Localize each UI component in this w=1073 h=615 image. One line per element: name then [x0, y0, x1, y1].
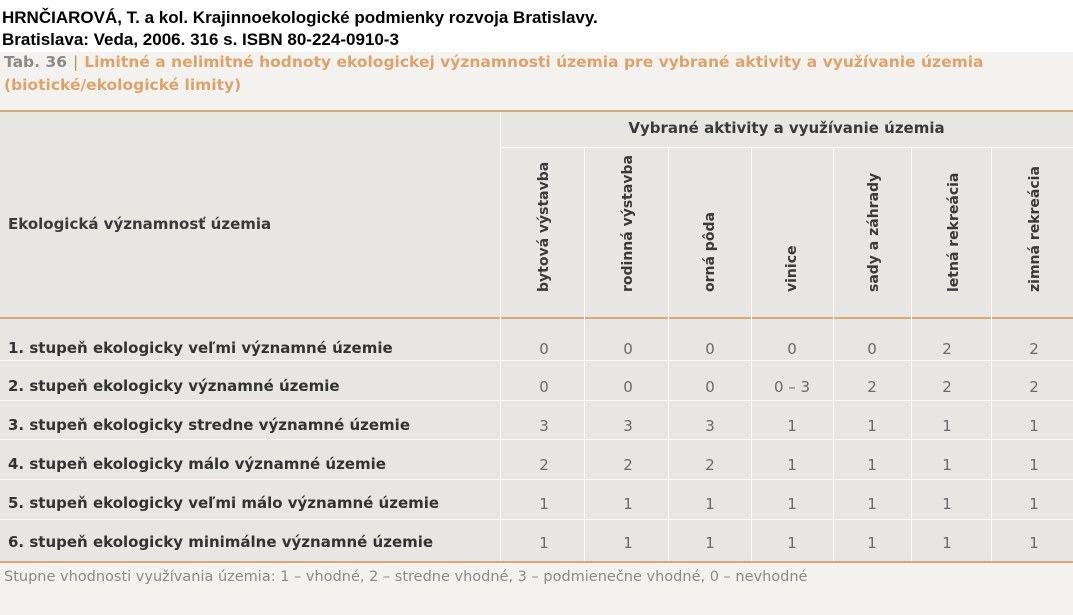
column-header — [502, 152, 586, 312]
table-cell: 2 — [1029, 340, 1039, 358]
table-cell: 2 — [623, 456, 633, 474]
header-divider — [500, 147, 1073, 148]
table-cell: 1 — [942, 456, 952, 474]
row-label: 4. stupeň ekologicky málo významné územie — [8, 455, 386, 473]
row-label: 2. stupeň ekologicky významné územie — [8, 377, 340, 395]
header-bottom-rule — [0, 317, 1073, 319]
column-header-label: vinice — [784, 245, 800, 292]
row-header: Ekologická významnosť územia — [8, 215, 272, 233]
column-header — [993, 152, 1073, 312]
table-top-rule — [0, 110, 1073, 112]
table-cell: 1 — [867, 456, 877, 474]
table-cell: 1 — [942, 495, 952, 513]
table-cell: 1 — [867, 534, 877, 552]
table-cell: 1 — [1029, 417, 1039, 435]
table-cell: 2 — [705, 456, 715, 474]
row-divider — [0, 519, 1073, 520]
table-bottom-rule — [0, 561, 1073, 563]
caption-separator: | — [72, 53, 79, 71]
column-header — [668, 152, 752, 312]
column-header — [832, 152, 916, 312]
table-cell: 3 — [705, 417, 715, 435]
row-divider — [0, 439, 1073, 440]
table-cell: 1 — [705, 495, 715, 513]
table-title: Limitné a nelimitné hodnoty ekologickej významnosti územia pre vybrané aktivity a využívanie územia — [84, 53, 984, 71]
column-header-label: sady a záhrady — [866, 172, 882, 292]
row-divider — [0, 400, 1073, 401]
column-header-label: rodinná výstavba — [620, 155, 636, 292]
table-cell: 1 — [705, 534, 715, 552]
table-cell: 0 — [787, 340, 797, 358]
table-cell: 1 — [623, 534, 633, 552]
table-cell: 1 — [867, 495, 877, 513]
table-cell: 0 — [867, 340, 877, 358]
table-cell: 2 — [942, 340, 952, 358]
table-cell: 1 — [539, 534, 549, 552]
column-header-label: bytová výstavba — [536, 161, 552, 292]
table-cell: 3 — [623, 417, 633, 435]
table-cell: 1 — [942, 534, 952, 552]
table-cell: 0 — [705, 340, 715, 358]
table-cell: 1 — [787, 417, 797, 435]
citation-line-1: HRNČIAROVÁ, T. a kol. Krajinnoekologické podmienky rozvoja Bratislavy. — [2, 8, 598, 27]
column-header — [586, 152, 670, 312]
column-header-label: orná pôda — [702, 212, 718, 292]
column-header — [912, 152, 996, 312]
table-cell: 2 — [1029, 378, 1039, 396]
citation-line-2: Bratislava: Veda, 2006. 316 s. ISBN 80-224-0910-3 — [2, 30, 399, 49]
row-divider — [0, 479, 1073, 480]
table-cell: 1 — [787, 495, 797, 513]
table-cell: 1 — [623, 495, 633, 513]
row-label: 1. stupeň ekologicky veľmi významné územie — [8, 339, 393, 357]
table-cell: 1 — [787, 456, 797, 474]
table-subtitle: (biotické/ekologické limity) — [4, 76, 242, 94]
row-label: 5. stupeň ekologicky veľmi málo významné územie — [8, 494, 440, 512]
row-label: 3. stupeň ekologicky stredne významné územie — [8, 416, 410, 434]
column-divider — [500, 112, 501, 561]
column-header-label: zimná rekreácia — [1027, 166, 1043, 292]
row-label: 6. stupeň ekologicky minimálne významné územie — [8, 533, 434, 551]
table-cell: 0 — [623, 378, 633, 396]
table-cell: 1 — [787, 534, 797, 552]
table-caption — [4, 52, 984, 73]
row-divider — [0, 360, 1073, 361]
table-cell: 0 — [705, 378, 715, 396]
column-header-label: letná rekreácia — [946, 172, 962, 292]
table-cell: 2 — [539, 456, 549, 474]
table-number: Tab. 36 — [4, 53, 67, 71]
table-cell: 1 — [942, 417, 952, 435]
column-header — [750, 152, 834, 312]
table-cell: 1 — [1029, 534, 1039, 552]
table-cell: 1 — [867, 417, 877, 435]
table-cell: 1 — [539, 495, 549, 513]
table-cell: 0 – 3 — [773, 378, 811, 396]
table-cell: 0 — [539, 378, 549, 396]
table-cell: 0 — [539, 340, 549, 358]
table-cell: 3 — [539, 417, 549, 435]
table-cell: 0 — [623, 340, 633, 358]
table-caption-line-2 — [4, 75, 241, 96]
table-cell: 2 — [867, 378, 877, 396]
table-footnote: Stupne vhodnosti využívania územia: 1 – vhodné, 2 – stredne vhodné, 3 – podmienečne vhodné, 0 – nevhodné — [4, 569, 808, 585]
table-cell: 1 — [1029, 495, 1039, 513]
table-cell: 2 — [942, 378, 952, 396]
group-header: Vybrané aktivity a využívanie územia — [628, 119, 945, 137]
table-cell: 1 — [1029, 456, 1039, 474]
